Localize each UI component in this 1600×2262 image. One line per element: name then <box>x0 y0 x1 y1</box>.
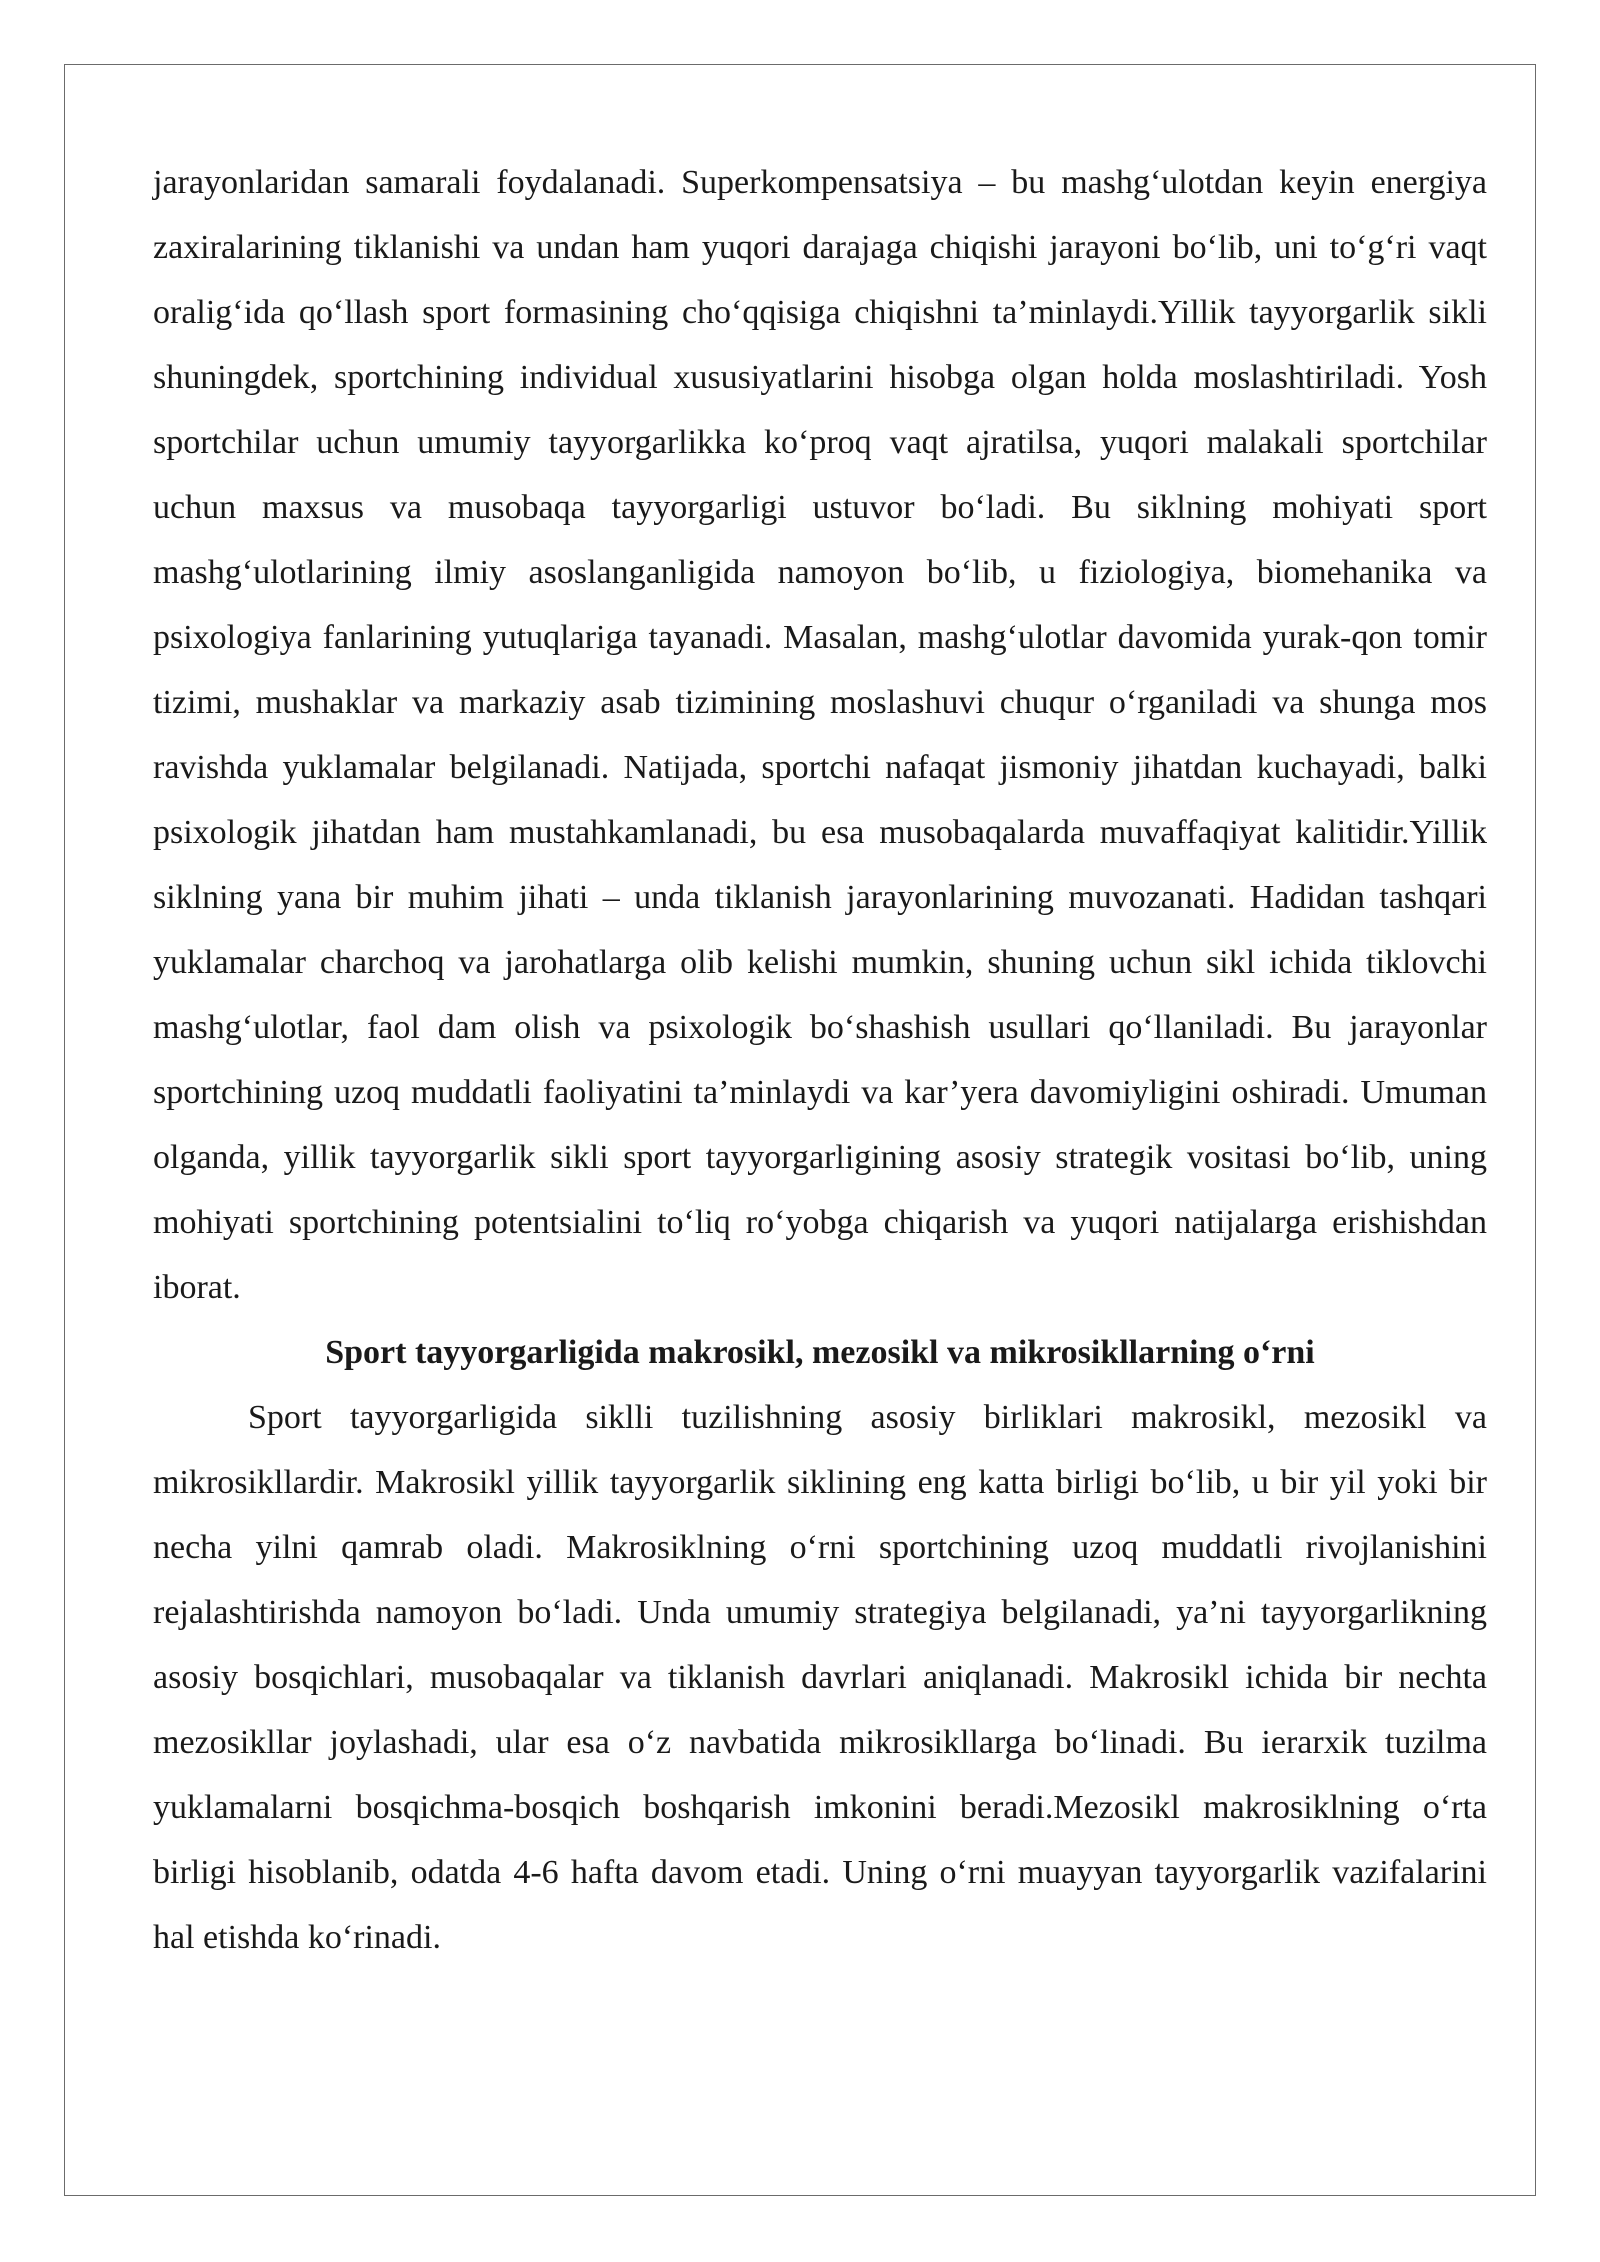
body-paragraph: jarayonlaridan samarali foydalanadi. Superkompensatsiya – bu mashg‘ulotdan keyin energiya zaxiralarining tiklanishi va undan ham yuqori darajaga chiqishi jarayoni bo‘lib, uni to‘g‘ri vaqt oralig‘ida qo‘llash sport formasining cho‘qqisiga chiqishni ta’minlaydi.Yillik tayyorgarlik sikli shuningdek, sportchining individual xususiyatlarini hisobga olgan holda moslashtiriladi. Yosh sportchilar uchun umumiy tayyorgarlikka ko‘proq vaqt ajratilsa, yuqori malakali sportchilar uchun maxsus va musobaqa tayyorgarligi ustuvor bo‘ladi. Bu siklning mohiyati sport mashg‘ulotlarining ilmiy asoslanganligida namoyon bo‘lib, u fiziologiya, biomehanika va psixologiya fanlarining yutuqlariga tayanadi. Masalan, mashg‘ulotlar davomida yurak-qon tomir tizimi, mushaklar va markaziy asab tizimining moslashuvi chuqur o‘rganiladi va shunga mos ravishda yuklamalar belgilanadi. Natijada, sportchi nafaqat jismoniy jihatdan kuchayadi, balki psixologik jihatdan ham mustahkamlanadi, bu esa musobaqalarda muvaffaqiyat kalitidir.Yillik siklning yana bir muhim jihati – unda tiklanish jarayonlarining muvozanati. Hadidan tashqari yuklamalar charchoq va jarohatlarga olib kelishi mumkin, shuning uchun sikl ichida tiklovchi mashg‘ulotlar, faol dam olish va psixologik bo‘shashish usullari qo‘llaniladi. Bu jarayonlar sportchining uzoq muddatli faoliyatini ta’minlaydi va kar’yera davomiyligini oshiradi. Umuman olganda, yillik tayyorgarlik sikli sport tayyorgarligining asosiy strategik vositasi bo‘lib, uning mohiyati sportchining potentsialini to‘liq ro‘yobga chiqarish va yuqori natijalarga erishishdan iborat. <box>153 164 1487 1306</box>
document-body <box>153 150 1487 1970</box>
section-heading: Sport tayyorgarligida makrosikl, mezosikl va mikrosikllarning o‘rni <box>325 1334 1315 1371</box>
body-paragraph: Sport tayyorgarligida siklli tuzilishning asosiy birliklari makrosikl, mezosikl va mikrosikllardir. Makrosikl yillik tayyorgarlik siklining eng katta birligi bo‘lib, u bir yil yoki bir necha yilni qamrab oladi. Makrosiklning o‘rni sportchining uzoq muddatli rivojlanishini rejalashtirishda namoyon bo‘ladi. Unda umumiy strategiya belgilanadi, ya’ni tayyorgarlikning asosiy bosqichlari, musobaqalar va tiklanish davrlari aniqlanadi. Makrosikl ichida bir nechta mezosikllar joylashadi, ular esa o‘z navbatida mikrosikllarga bo‘linadi. Bu ierarxik tuzilma yuklamalarni bosqichma-bosqich boshqarish imkonini beradi.Mezosikl makrosiklning o‘rta birligi hisoblanib, odatda 4-6 hafta davom etadi. Uning o‘rni muayyan tayyorgarlik vazifalarini hal etishda ko‘rinadi. <box>153 1399 1487 1956</box>
